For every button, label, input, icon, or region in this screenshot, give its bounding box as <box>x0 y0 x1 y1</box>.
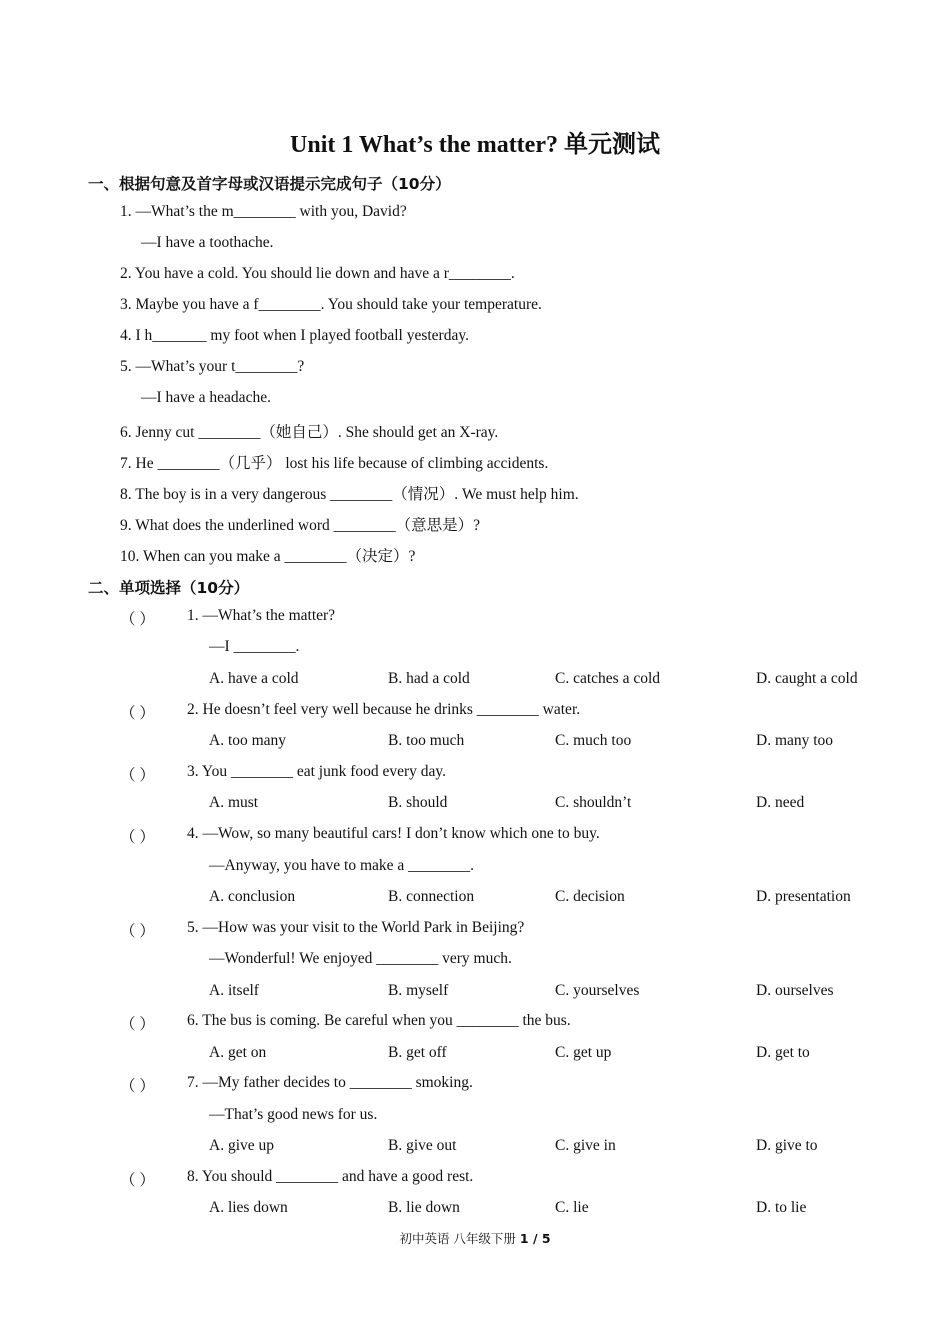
s1-line-10: 10. When can you make a ________（决定）? <box>120 548 416 565</box>
q6-option-a: A. get on <box>209 1044 267 1061</box>
q6-option-d: D. get to <box>756 1044 810 1061</box>
q3-stem: 3. You ________ eat junk food every day. <box>187 763 447 780</box>
q5-option-a: A. itself <box>209 982 259 999</box>
q2-option-a: A. too many <box>209 732 287 749</box>
q7-stem: 7. —My father decides to ________ smoking. <box>187 1074 473 1091</box>
q6-option-c: C. get up <box>555 1044 612 1061</box>
answer-paren: （ ） <box>120 923 155 940</box>
s1-line-5: 5. —What’s your t________? <box>120 358 305 375</box>
section-1-heading: 一、根据句意及首字母或汉语提示完成句子（10分） <box>88 175 451 193</box>
q1-option-a: A. have a cold <box>209 670 299 687</box>
s1-line-3: 3. Maybe you have a f________. You should take your temperature. <box>120 296 542 313</box>
q6-option-b: B. get off <box>388 1044 447 1061</box>
q8-option-d: D. to lie <box>756 1199 807 1216</box>
s1-line-5-answer: —I have a headache. <box>141 389 271 406</box>
page-number: 1 / 5 <box>519 1231 551 1246</box>
q5-stem-2: —Wonderful! We enjoyed ________ very much. <box>209 950 512 967</box>
answer-paren: （ ） <box>120 705 155 722</box>
q3-option-a: A. must <box>209 794 259 811</box>
q7-option-d: D. give to <box>756 1137 818 1154</box>
q7-option-c: C. give in <box>555 1137 616 1154</box>
s1-line-4: 4. I h_______ my foot when I played football yesterday. <box>120 327 469 344</box>
q4-option-d: D. presentation <box>756 888 851 905</box>
answer-paren: （ ） <box>120 1172 155 1189</box>
q4-stem: 4. —Wow, so many beautiful cars! I don’t know which one to buy. <box>187 825 600 842</box>
q2-option-b: B. too much <box>388 732 465 749</box>
s1-line-6: 6. Jenny cut ________（她自己）. She should get an X-ray. <box>120 424 499 441</box>
q2-stem: 2. He doesn’t feel very well because he drinks ________ water. <box>187 701 581 718</box>
q1-stem-2: —I ________. <box>209 638 300 655</box>
q4-stem-2: —Anyway, you have to make a ________. <box>209 857 475 874</box>
q8-option-b: B. lie down <box>388 1199 460 1216</box>
q6-stem: 6. The bus is coming. Be careful when you ________ the bus. <box>187 1012 571 1029</box>
answer-paren: （ ） <box>120 767 155 784</box>
page-title: Unit 1 What’s the matter? 单元测试 <box>290 132 660 158</box>
q1-stem: 1. —What’s the matter? <box>187 607 336 624</box>
answer-paren: （ ） <box>120 1078 155 1095</box>
q1-option-c: C. catches a cold <box>555 670 661 687</box>
q8-stem: 8. You should ________ and have a good rest. <box>187 1168 474 1185</box>
q7-stem-2: —That’s good news for us. <box>209 1106 378 1123</box>
q8-option-c: C. lie <box>555 1199 589 1216</box>
answer-paren: （ ） <box>120 611 155 628</box>
q3-option-d: D. need <box>756 794 805 811</box>
page-footer <box>0 1229 950 1247</box>
q7-option-b: B. give out <box>388 1137 457 1154</box>
answer-paren: （ ） <box>120 1016 155 1033</box>
s1-line-2: 2. You have a cold. You should lie down and have a r________. <box>120 265 515 282</box>
q5-stem: 5. —How was your visit to the World Park in Beijing? <box>187 919 525 936</box>
q7-option-a: A. give up <box>209 1137 275 1154</box>
q2-option-d: D. many too <box>756 732 834 749</box>
s1-line-1-answer: —I have a toothache. <box>141 234 274 251</box>
s1-line-1: 1. —What’s the m________ with you, David? <box>120 203 407 220</box>
q1-option-b: B. had a cold <box>388 670 470 687</box>
q1-option-d: D. caught a cold <box>756 670 858 687</box>
answer-paren: （ ） <box>120 829 155 846</box>
q5-option-b: B. myself <box>388 982 449 999</box>
q4-option-c: C. decision <box>555 888 625 905</box>
s1-line-9: 9. What does the underlined word ________（意思是）? <box>120 517 481 534</box>
q2-option-c: C. much too <box>555 732 632 749</box>
q5-option-d: D. ourselves <box>756 982 834 999</box>
q5-option-c: C. yourselves <box>555 982 640 999</box>
q3-option-b: B. should <box>388 794 448 811</box>
q3-option-c: C. shouldn’t <box>555 794 632 811</box>
footer-text: 初中英语 八年级下册 <box>399 1231 520 1246</box>
s1-line-7: 7. He ________（几乎） lost his life because of climbing accidents. <box>120 455 549 472</box>
q8-option-a: A. lies down <box>209 1199 288 1216</box>
s1-line-8: 8. The boy is in a very dangerous ________（情况）. We must help him. <box>120 486 579 503</box>
section-2-heading: 二、单项选择（10分） <box>88 579 250 597</box>
q4-option-a: A. conclusion <box>209 888 296 905</box>
q4-option-b: B. connection <box>388 888 475 905</box>
